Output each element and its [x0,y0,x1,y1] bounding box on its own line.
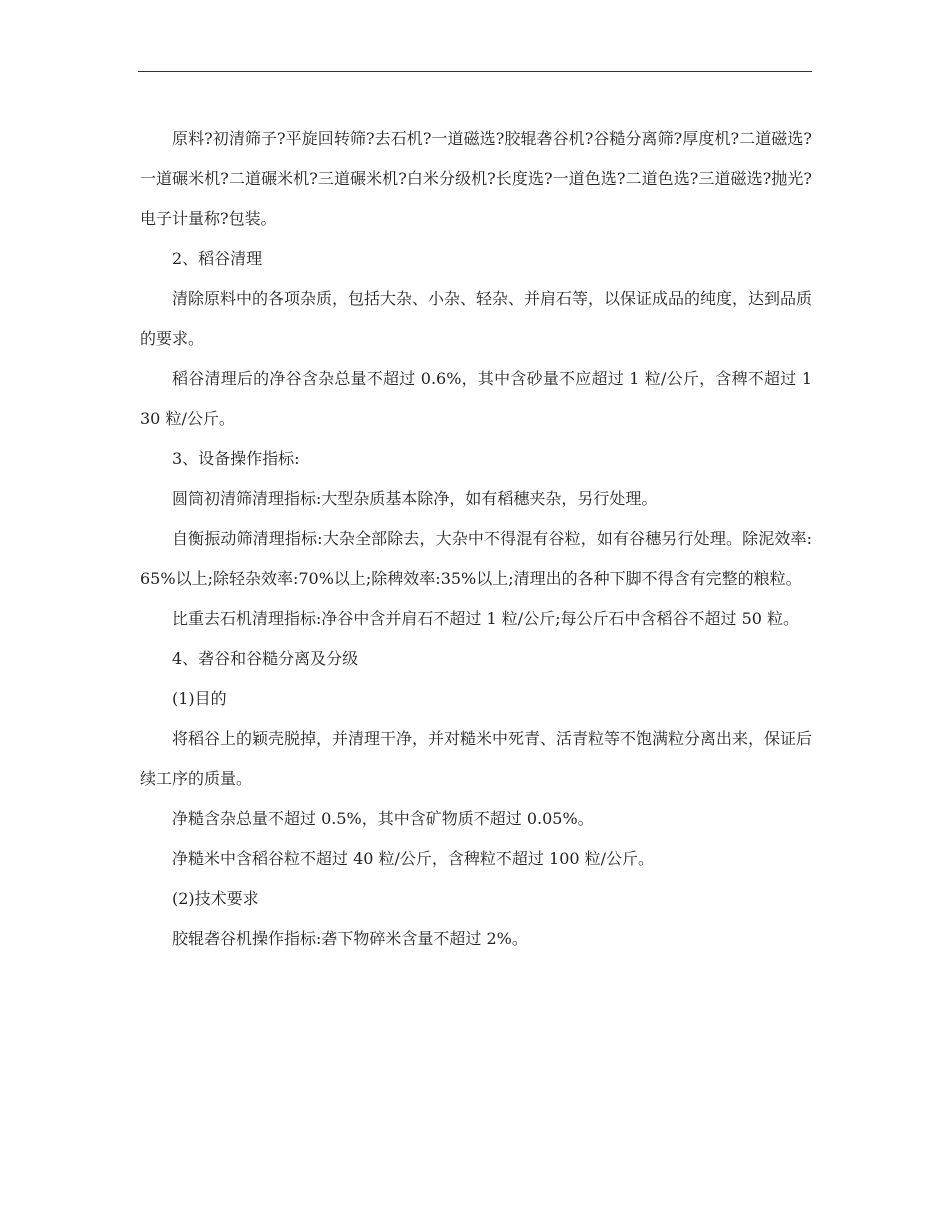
paragraph: 比重去石机清理指标:净谷中含并肩石不超过 1 粒/公斤;每公斤石中含稻谷不超过 50 粒。 [172,609,800,628]
paragraph: 净糙含杂总量不超过 0.5%，其中含矿物质不超过 0.05%。 [172,809,594,828]
section-heading-equipment-indicators: 3、设备操作指标: [172,449,300,468]
paragraph: 自衡振动筛清理指标:大杂全部除去，大杂中不得混有谷粒，如有谷穗另行处理。除泥效率:65%以上;除轻杂效率:70%以上;除稗效率:35%以上;清理出的各种下脚不得含有完整的粮粒。 [140,529,812,588]
header-rule [138,71,812,72]
paragraph: 将稻谷上的颖壳脱掉，并清理干净，并对糙米中死青、活青粒等不饱满粒分离出来，保证后续工序的质量。 [140,729,813,788]
paragraph: 清除原料中的各项杂质，包括大杂、小杂、轻杂、并肩石等，以保证成品的纯度，达到品质的要求。 [140,289,813,348]
paragraph: 胶辊砻谷机操作指标:砻下物碎米含量不超过 2%。 [172,929,528,948]
process-flow-paragraph: 原料?初清筛子?平旋回转筛?去石机?一道磁选?胶辊砻谷机?谷糙分离筛?厚度机?二道磁选?一道碾米机?二道碾米机?三道碾米机?白米分级机?长度选?一道色选?二道色选?三道磁选?抛光?电子计量称?包装。 [140,129,812,228]
section-heading-rice-cleaning: 2、稻谷清理 [172,249,263,268]
paragraph: 圆筒初清筛清理指标:大型杂质基本除净，如有稻穗夹杂，另行处理。 [172,489,658,508]
paragraph: 稻谷清理后的净谷含杂总量不超过 0.6%，其中含砂量不应超过 1 粒/公斤，含稗不超过 130 粒/公斤。 [140,369,812,428]
paragraph: 净糙米中含稻谷粒不超过 40 粒/公斤，含稗粒不超过 100 粒/公斤。 [172,849,655,868]
document-body [140,119,812,959]
section-heading-husking-separation: 4、砻谷和谷糙分离及分级 [172,649,359,668]
subheading-technical-requirements: (2)技术要求 [172,889,259,908]
subheading-purpose: (1)目的 [172,689,227,708]
